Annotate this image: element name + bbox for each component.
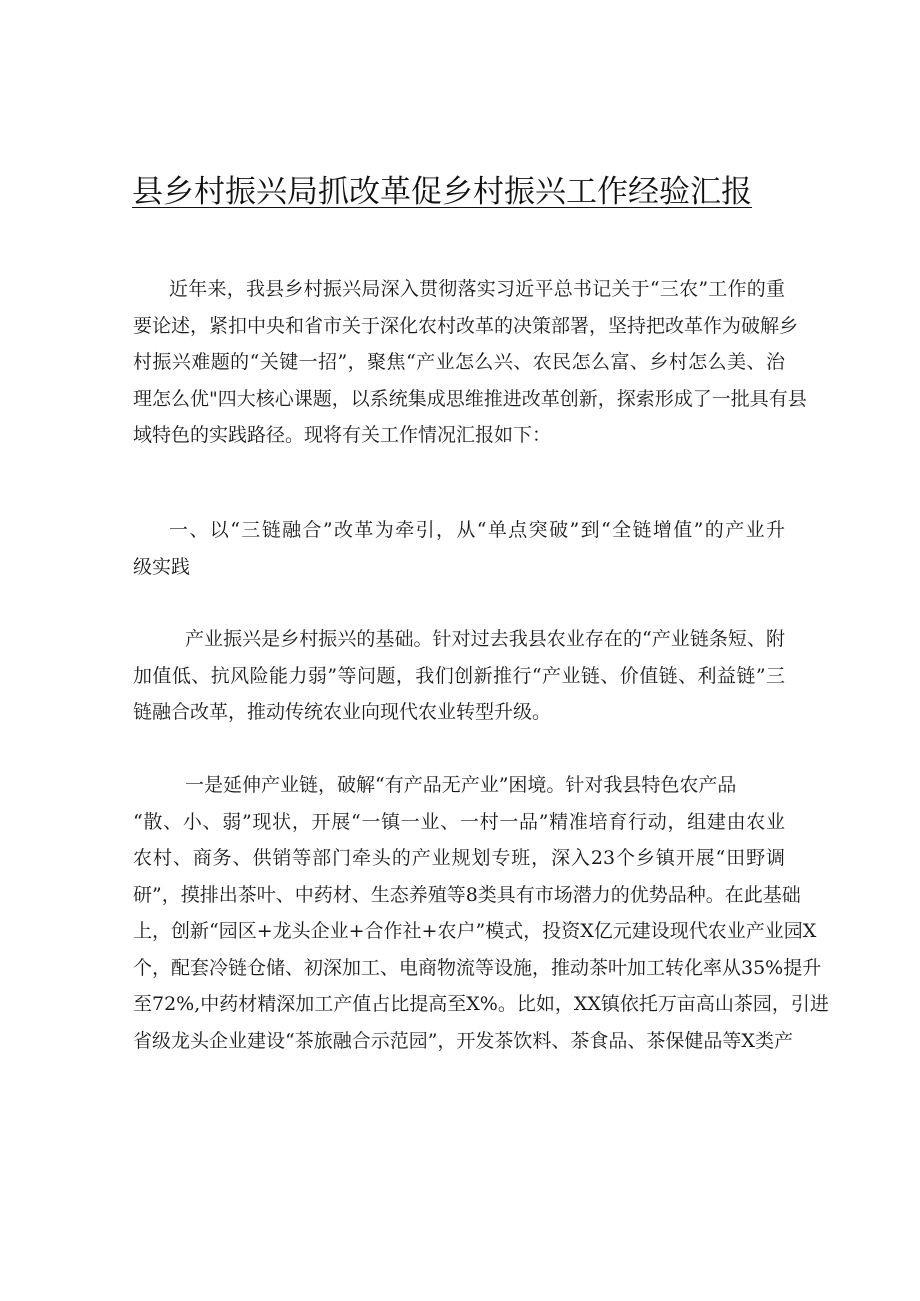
text-line: 研”，摸排出茶叶、中药材、生态养殖等8类具有市场潜力的优势品种。在此基础: [133, 883, 801, 906]
text-line: 村振兴难题的“关键一招”，聚焦“产业怎么兴、农民怎么富、乡村怎么美、治: [133, 351, 785, 373]
paragraph-chain: [133, 767, 829, 1059]
text-line: 一、以“三链融合”改革为牵引，从“单点突破”到“全链增值”的产业升: [169, 519, 785, 541]
text-line: 产业振兴是乡村振兴的基础。针对过去我县农业存在的“产业链条短、附: [185, 628, 785, 650]
text-line: 链融合改革，推动传统农业向现代农业转型升级。: [133, 701, 552, 723]
text-line: 域特色的实践路径。现将有关工作情况汇报如下：: [133, 424, 552, 446]
paragraph-intro: [133, 271, 807, 454]
text-line: 加值低、抗风险能力弱”等问题，我们创新推行“产业链、价值链、利益链”三: [133, 664, 785, 687]
text-line: 省级龙头企业建设“茶旅融合示范园”，开发茶饮料、茶食品、茶保健品等X类产: [133, 1029, 793, 1052]
text-line: 要论述，紧扣中央和省市关于深化农村改革的决策部署，坚持把改革作为破解乡: [133, 314, 799, 337]
text-line: 一是延伸产业链，破解“有产品无产业”困境。针对我县特色农产品: [185, 774, 737, 796]
section-heading-1: [133, 512, 785, 585]
text-line: 理怎么优"四大核心课题，以系统集成思维推进改革创新，探索形成了一批具有县: [133, 387, 807, 410]
paragraph-industry: [133, 621, 785, 731]
text-line: 近年来，我县乡村振兴局深入贯彻落实习近平总书记关于“三农”工作的重: [169, 278, 785, 300]
document-title: 县乡村振兴局抓改革促乡村振兴工作经验汇报: [132, 174, 752, 210]
text-line: “散、小、弱”现状，开展“一镇一业、一村一品”精准培育行动，组建由农业: [133, 810, 785, 833]
text-line: 农村、商务、供销等部门牵头的产业规划专班，深入23个乡镇开展“田野调: [133, 847, 785, 869]
text-line: 上，创新“园区+龙头企业+合作社+农户”模式，投资X亿元建设现代农业产业园X: [133, 920, 817, 942]
text-line: 个，配套冷链仓储、初深加工、电商物流等设施，推动茶叶加工转化率从35%提升: [133, 956, 822, 979]
text-line: 级实践: [133, 555, 191, 578]
text-line: 至72%,中药材精深加工产值占比提高至X%。比如，XX镇依托万亩高山茶园，引进: [133, 993, 829, 1015]
